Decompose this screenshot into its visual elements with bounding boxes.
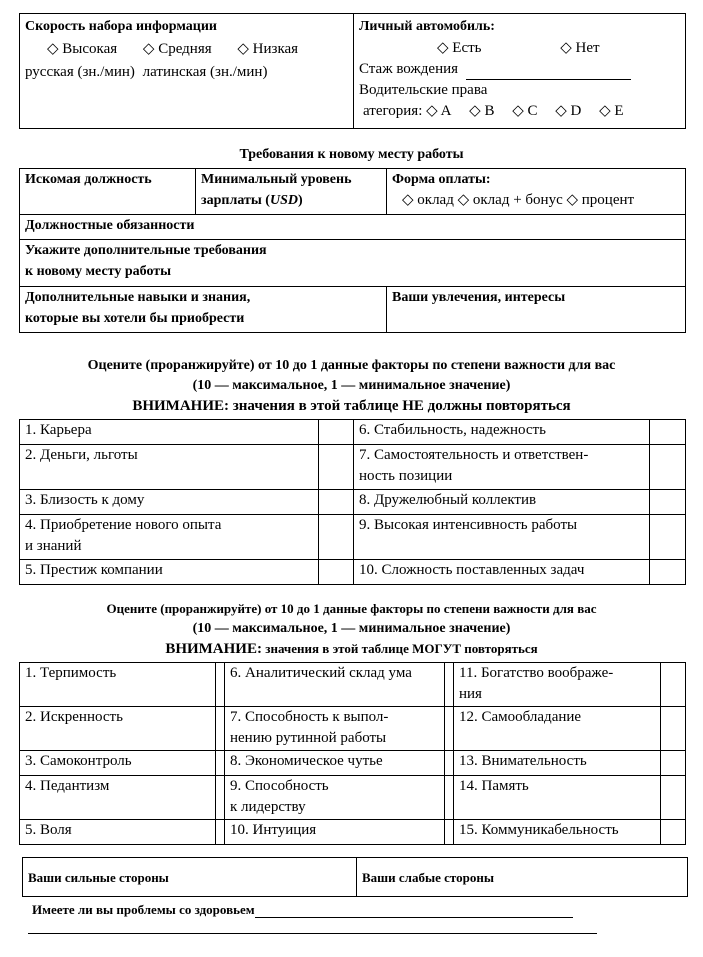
rank2-item-label: 5. Воля: [20, 820, 216, 845]
rank2-value-cell[interactable]: [661, 776, 686, 820]
rank1-item-label-cont: и знаний: [25, 538, 82, 554]
hobbies-label: Ваши увлечения, интересы: [392, 290, 566, 305]
rank2-item-label-cont: ния: [459, 686, 482, 702]
rank1-value-cell[interactable]: [319, 490, 354, 515]
car-no-option[interactable]: ◇ Нет: [560, 40, 600, 56]
payment-form-options[interactable]: ◇ оклад ◇ оклад + бонус ◇ процент: [402, 192, 635, 208]
additional-requirements-cell[interactable]: [20, 240, 686, 287]
rank2-item-label: 13. Внимательность: [454, 751, 661, 776]
rank2-heading-3: значения в этой таблице МОГУТ повторяться: [261, 641, 538, 656]
rank1-value-cell[interactable]: [319, 445, 354, 490]
min-salary-label-3: ): [297, 193, 303, 208]
rank1-value-cell[interactable]: [650, 515, 686, 560]
rank2-value-cell[interactable]: [216, 820, 225, 845]
rank1-heading-1: Оцените (проранжируйте) от 10 до 1 данные факторы по степени важности для вас: [87, 358, 616, 373]
rank1-heading-3: ВНИМАНИЕ: значения в этой таблице НЕ должны повторяться: [132, 398, 571, 414]
rank1-item-label: 2. Деньги, льготы: [20, 445, 319, 490]
hobbies-cell[interactable]: [387, 287, 686, 333]
typing-speed-title: Скорость набора информации: [25, 19, 217, 34]
min-salary-label-1: Минимальный уровень: [201, 172, 352, 187]
health-question-label: Имеете ли вы проблемы со здоровьем: [32, 902, 255, 917]
min-salary-currency: USD: [269, 193, 298, 208]
rank1-item-label: 5. Престиж компании: [20, 560, 319, 585]
rank2-item-label: 6. Аналитический склад ума: [225, 663, 445, 707]
speed-russian-label: русская (зн./мин): [25, 64, 135, 80]
health-answer-line-2[interactable]: [28, 933, 597, 934]
driving-experience-field[interactable]: [466, 79, 631, 80]
speed-high-option[interactable]: ◇ Высокая: [47, 41, 118, 57]
rank2-item-label: 7. Способность к выпол-: [230, 709, 389, 725]
driving-experience-label: Стаж вождения: [359, 61, 459, 77]
license-category-label: атегория:: [363, 103, 423, 119]
rank2-value-cell[interactable]: [216, 707, 225, 751]
typing-speed-options: [25, 39, 348, 60]
skills-label-1: Дополнительные навыки и знания,: [25, 290, 251, 305]
additional-requirements-label-2: к новому месту работы: [25, 264, 172, 279]
rank2-item-label-cont: к лидерству: [230, 799, 306, 815]
rank2-value-cell[interactable]: [216, 663, 225, 707]
category-d-option[interactable]: ◇ D: [555, 103, 582, 119]
rank2-item-label: 1. Терпимость: [20, 663, 216, 707]
rank2-value-cell[interactable]: [445, 663, 454, 707]
category-a-option[interactable]: ◇ A: [426, 103, 452, 119]
rank2-item-label: 15. Коммуникабельность: [454, 820, 661, 845]
rank1-item-label: 6. Стабильность, надежность: [354, 420, 650, 445]
requirements-table: [19, 168, 686, 333]
rank2-value-cell[interactable]: [661, 820, 686, 845]
rank2-value-cell[interactable]: [216, 776, 225, 820]
speed-low-option[interactable]: ◇ Низкая: [237, 41, 299, 57]
rank2-item-label: 12. Самообладание: [454, 707, 661, 751]
min-salary-cell[interactable]: [196, 169, 387, 215]
payment-form-label: Форма оплаты:: [392, 172, 491, 187]
payment-form-cell: [387, 169, 686, 215]
rank1-value-cell[interactable]: [650, 445, 686, 490]
desired-position-label: Искомая должность: [25, 172, 152, 187]
rank2-value-cell[interactable]: [445, 751, 454, 776]
rank2-item-label: 11. Богатство воображе-: [459, 665, 614, 681]
additional-requirements-label-1: Укажите дополнительные требования: [25, 243, 267, 258]
rank2-value-cell[interactable]: [661, 751, 686, 776]
strengths-weaknesses-table: [22, 857, 688, 897]
requirements-heading: Требования к новому месту работы: [239, 147, 464, 162]
speed-car-table: [19, 13, 686, 129]
rank1-item-label: 8. Дружелюбный коллектив: [354, 490, 650, 515]
rank2-item-label: 9. Способность: [230, 778, 329, 794]
rank2-value-cell[interactable]: [661, 663, 686, 707]
weaknesses-label: Ваши слабые стороны: [362, 869, 494, 885]
license-label: Водительские права: [359, 82, 488, 98]
car-title: Личный автомобиль:: [359, 19, 495, 34]
rank2-item-label: 8. Экономическое чутье: [225, 751, 445, 776]
typing-speed-cell: [20, 14, 354, 129]
rank1-heading-2: (10 — максимальное, 1 — минимальное значение): [192, 378, 511, 393]
rank2-item-label: 4. Педантизм: [20, 776, 216, 820]
rank1-value-cell[interactable]: [650, 560, 686, 585]
car-cell: [354, 14, 686, 129]
rank1-table: [19, 419, 686, 585]
weaknesses-cell[interactable]: [357, 858, 688, 897]
min-salary-label-2: зарплаты (: [201, 193, 270, 208]
rank2-table: [19, 662, 686, 845]
skills-label-2: которые вы хотели бы приобрести: [25, 311, 245, 326]
health-answer-field[interactable]: [255, 917, 573, 918]
car-yes-option[interactable]: ◇ Есть: [437, 40, 482, 56]
rank2-heading-1: Оцените (проранжируйте) от 10 до 1 данные факторы по степени важности для вас: [106, 601, 597, 616]
rank2-value-cell[interactable]: [445, 820, 454, 845]
duties-label: Должностные обязанности: [25, 218, 195, 233]
rank2-item-label: 2. Искренность: [20, 707, 216, 751]
duties-cell[interactable]: [20, 215, 686, 240]
speed-latin-label: латинская (зн./мин): [142, 64, 268, 80]
rank2-item-label-cont: нению рутинной работы: [230, 730, 387, 746]
speed-medium-option[interactable]: ◇ Средняя: [142, 41, 212, 57]
rank2-item-label: 10. Интуиция: [225, 820, 445, 845]
rank2-value-cell[interactable]: [445, 707, 454, 751]
rank1-value-cell[interactable]: [319, 560, 354, 585]
category-c-option[interactable]: ◇ C: [512, 103, 538, 119]
rank1-item-label: 3. Близость к дому: [20, 490, 319, 515]
rank1-value-cell[interactable]: [650, 420, 686, 445]
rank2-heading-2: (10 — максимальное, 1 — минимальное значение): [192, 621, 511, 636]
rank2-value-cell[interactable]: [445, 776, 454, 820]
skills-cell[interactable]: [20, 287, 387, 333]
desired-position-cell[interactable]: [20, 169, 196, 215]
category-b-option[interactable]: ◇ B: [469, 103, 495, 119]
rank1-item-label: 9. Высокая интенсивность работы: [354, 515, 650, 560]
rank2-attention-label: ВНИМАНИЕ:: [165, 641, 262, 657]
rank2-item-label: 3. Самоконтроль: [20, 751, 216, 776]
strengths-cell[interactable]: [23, 858, 357, 897]
rank1-item-label-cont: ность позиции: [359, 468, 453, 484]
rank1-item-label: 1. Карьера: [20, 420, 319, 445]
rank1-item-label: 4. Приобретение нового опыта: [25, 517, 222, 533]
rank1-value-cell[interactable]: [319, 515, 354, 560]
rank2-value-cell[interactable]: [661, 707, 686, 751]
category-e-option[interactable]: ◇ E: [599, 103, 624, 119]
strengths-label: Ваши сильные стороны: [28, 869, 169, 885]
rank2-value-cell[interactable]: [216, 751, 225, 776]
rank1-item-label: 10. Сложность поставленных задач: [354, 560, 650, 585]
rank1-item-label: 7. Самостоятельность и ответствен-: [359, 447, 589, 463]
rank2-item-label: 14. Память: [454, 776, 661, 820]
rank1-value-cell[interactable]: [319, 420, 354, 445]
rank1-value-cell[interactable]: [650, 490, 686, 515]
